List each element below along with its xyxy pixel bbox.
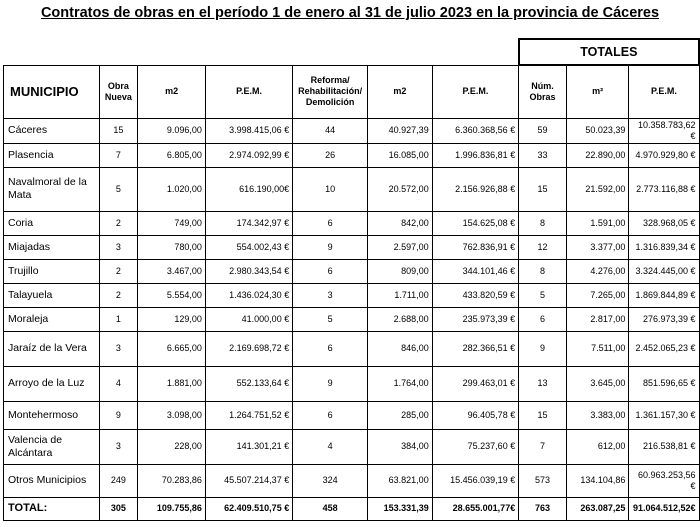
cell-pem-reforma: 96.405,78 €	[432, 401, 519, 429]
cell-m2-total: 3.645,00	[566, 366, 629, 401]
cell-m2-total: 3.377,00	[566, 235, 629, 259]
cell-reforma: 6	[293, 211, 368, 235]
cell-m2: 780,00	[138, 235, 206, 259]
cell-m2-total: 3.383,00	[566, 401, 629, 429]
cell-m2-total: 134.104,86	[566, 464, 629, 497]
totales-header: TOTALES	[519, 39, 699, 65]
cell-m2-total: 4.276,00	[566, 259, 629, 283]
cell-m2-reforma: 20.572,00	[368, 167, 433, 211]
cell-pem-total: 4.970.929,80 €	[629, 143, 699, 167]
cell-m2: 9.096,00	[138, 118, 206, 143]
cell-m2-total: 7.511,00	[566, 331, 629, 366]
cell-m2-reforma: 1.764,00	[368, 366, 433, 401]
cell-pem: 554.002,43 €	[205, 235, 292, 259]
cell-obra-nueva: 15	[99, 118, 138, 143]
cell-municipio: Cáceres	[4, 118, 100, 143]
cell-municipio: Talayuela	[4, 283, 100, 307]
cell-num-obras: 15	[519, 167, 567, 211]
cell-reforma: 10	[293, 167, 368, 211]
header-m2-total: m²	[566, 65, 629, 118]
cell-m2-total: 21.592,00	[566, 167, 629, 211]
cell-m2: 3.098,00	[138, 401, 206, 429]
cell-reforma: 26	[293, 143, 368, 167]
cell-reforma: 4	[293, 429, 368, 464]
cell-m2: 129,00	[138, 307, 206, 331]
cell-reforma: 3	[293, 283, 368, 307]
cell-pem-total: 851.596,65 €	[629, 366, 699, 401]
cell-pem-reforma: 28.655.001,77€	[432, 497, 519, 520]
cell-pem-total: 91.064.512,52€	[629, 497, 699, 520]
cell-obra-nueva: 249	[99, 464, 138, 497]
table-row	[4, 235, 700, 259]
cell-municipio: Coria	[4, 211, 100, 235]
table-row	[4, 429, 700, 464]
cell-m2-reforma: 846,00	[368, 331, 433, 366]
table-row	[4, 401, 700, 429]
cell-m2-reforma: 16.085,00	[368, 143, 433, 167]
cell-pem-reforma: 1.996.836,81 €	[432, 143, 519, 167]
cell-num-obras: 9	[519, 331, 567, 366]
cell-municipio: Otros Municipios	[4, 464, 100, 497]
table-row	[4, 464, 700, 497]
cell-pem: 2.974.092,99 €	[205, 143, 292, 167]
cell-pem: 3.998.415,06 €	[205, 118, 292, 143]
table-row	[4, 143, 700, 167]
totales-header-row	[4, 39, 700, 65]
cell-num-obras: 763	[519, 497, 567, 520]
cell-obra-nueva: 2	[99, 283, 138, 307]
cell-m2-reforma: 2.688,00	[368, 307, 433, 331]
cell-reforma: 324	[293, 464, 368, 497]
cell-m2: 6.665,00	[138, 331, 206, 366]
cell-reforma: 44	[293, 118, 368, 143]
cell-m2-total: 263.087,25	[566, 497, 629, 520]
page-title: Contratos de obras en el período 1 de enero al 31 de julio 2023 en la provincia de Cáceres	[40, 5, 660, 21]
cell-m2-total: 22.890,00	[566, 143, 629, 167]
cell-municipio: TOTAL:	[4, 497, 100, 520]
cell-m2-reforma: 40.927,39	[368, 118, 433, 143]
cell-m2: 6.805,00	[138, 143, 206, 167]
cell-municipio: Navalmoral de la Mata	[4, 167, 100, 211]
cell-m2: 70.283,86	[138, 464, 206, 497]
cell-m2-total: 1.591,00	[566, 211, 629, 235]
contracts-table	[3, 38, 700, 521]
cell-pem: 552.133,64 €	[205, 366, 292, 401]
cell-municipio: Montehermoso	[4, 401, 100, 429]
cell-municipio: Trujillo	[4, 259, 100, 283]
cell-reforma: 458	[293, 497, 368, 520]
cell-m2: 3.467,00	[138, 259, 206, 283]
table-row	[4, 118, 700, 143]
cell-reforma: 6	[293, 259, 368, 283]
cell-pem: 616.190,00€	[205, 167, 292, 211]
cell-pem: 1.264.751,52 €	[205, 401, 292, 429]
cell-pem-reforma: 15.456.039,19 €	[432, 464, 519, 497]
cell-reforma: 9	[293, 366, 368, 401]
cell-obra-nueva: 3	[99, 331, 138, 366]
cell-m2: 1.881,00	[138, 366, 206, 401]
cell-num-obras: 6	[519, 307, 567, 331]
header-m2: m2	[138, 65, 206, 118]
cell-pem-reforma: 154.625,08 €	[432, 211, 519, 235]
cell-m2-reforma: 1.711,00	[368, 283, 433, 307]
cell-obra-nueva: 2	[99, 211, 138, 235]
cell-num-obras: 8	[519, 211, 567, 235]
cell-m2: 1.020,00	[138, 167, 206, 211]
cell-pem: 1.436.024,30 €	[205, 283, 292, 307]
cell-num-obras: 5	[519, 283, 567, 307]
cell-reforma: 6	[293, 331, 368, 366]
cell-pem-total: 328.968,05 €	[629, 211, 699, 235]
table-row	[4, 283, 700, 307]
cell-reforma: 5	[293, 307, 368, 331]
cell-pem: 141.301,21 €	[205, 429, 292, 464]
cell-pem-reforma: 762.836,91 €	[432, 235, 519, 259]
header-municipio: MUNICIPIO	[4, 65, 100, 118]
cell-pem-reforma: 299.463,01 €	[432, 366, 519, 401]
cell-pem: 41.000,00 €	[205, 307, 292, 331]
cell-m2-reforma: 63.821,00	[368, 464, 433, 497]
cell-m2-reforma: 153.331,39	[368, 497, 433, 520]
header-m2-reforma: m2	[368, 65, 433, 118]
cell-pem-total: 216.538,81 €	[629, 429, 699, 464]
cell-m2-reforma: 384,00	[368, 429, 433, 464]
cell-pem-total: 3.324.445,00 €	[629, 259, 699, 283]
table-row	[4, 331, 700, 366]
header-obra-nueva: Obra Nueva	[99, 65, 138, 118]
cell-m2-total: 7.265,00	[566, 283, 629, 307]
cell-obra-nueva: 1	[99, 307, 138, 331]
cell-pem-total: 2.452.065,23 €	[629, 331, 699, 366]
table-row	[4, 307, 700, 331]
cell-m2: 228,00	[138, 429, 206, 464]
cell-municipio: Jaraíz de la Vera	[4, 331, 100, 366]
cell-pem-total: 1.316.839,34 €	[629, 235, 699, 259]
cell-pem: 45.507.214,37 €	[205, 464, 292, 497]
cell-pem: 2.169.698,72 €	[205, 331, 292, 366]
table-row	[4, 211, 700, 235]
cell-municipio: Valencia de Alcántara	[4, 429, 100, 464]
cell-pem-total: 1.869.844,89 €	[629, 283, 699, 307]
cell-pem-reforma: 2.156.926,88 €	[432, 167, 519, 211]
table-row	[4, 167, 700, 211]
cell-pem-total: 2.773.116,88 €	[629, 167, 699, 211]
cell-obra-nueva: 3	[99, 429, 138, 464]
cell-num-obras: 13	[519, 366, 567, 401]
cell-m2-reforma: 842,00	[368, 211, 433, 235]
cell-pem-reforma: 282.366,51 €	[432, 331, 519, 366]
cell-pem-reforma: 6.360.368,56 €	[432, 118, 519, 143]
cell-pem-reforma: 433.820,59 €	[432, 283, 519, 307]
cell-num-obras: 12	[519, 235, 567, 259]
cell-m2-total: 50.023,39	[566, 118, 629, 143]
cell-pem: 2.980.343,54 €	[205, 259, 292, 283]
cell-num-obras: 573	[519, 464, 567, 497]
cell-obra-nueva: 4	[99, 366, 138, 401]
cell-pem-reforma: 344.101,46 €	[432, 259, 519, 283]
cell-pem-total: 10.358.783,62 €	[629, 118, 699, 143]
total-row	[4, 497, 700, 520]
cell-municipio: Moraleja	[4, 307, 100, 331]
table-row	[4, 366, 700, 401]
cell-m2-total: 2.817,00	[566, 307, 629, 331]
cell-num-obras: 59	[519, 118, 567, 143]
cell-municipio: Miajadas	[4, 235, 100, 259]
cell-pem-reforma: 235.973,39 €	[432, 307, 519, 331]
cell-num-obras: 33	[519, 143, 567, 167]
cell-obra-nueva: 9	[99, 401, 138, 429]
cell-pem-total: 60.963.253,56 €	[629, 464, 699, 497]
cell-obra-nueva: 3	[99, 235, 138, 259]
header-pem-reforma: P.E.M.	[432, 65, 519, 118]
cell-obra-nueva: 2	[99, 259, 138, 283]
cell-municipio: Arroyo de la Luz	[4, 366, 100, 401]
cell-num-obras: 7	[519, 429, 567, 464]
cell-m2-reforma: 809,00	[368, 259, 433, 283]
cell-obra-nueva: 7	[99, 143, 138, 167]
cell-obra-nueva: 305	[99, 497, 138, 520]
cell-reforma: 6	[293, 401, 368, 429]
cell-m2-total: 612,00	[566, 429, 629, 464]
cell-m2: 5.554,00	[138, 283, 206, 307]
table-row	[4, 259, 700, 283]
cell-pem: 174.342,97 €	[205, 211, 292, 235]
cell-m2: 109.755,86	[138, 497, 206, 520]
cell-obra-nueva: 5	[99, 167, 138, 211]
column-header-row	[4, 65, 700, 118]
cell-pem-total: 276.973,39 €	[629, 307, 699, 331]
cell-pem-total: 1.361.157,30 €	[629, 401, 699, 429]
cell-m2-reforma: 2.597,00	[368, 235, 433, 259]
cell-m2: 749,00	[138, 211, 206, 235]
cell-m2-reforma: 285,00	[368, 401, 433, 429]
cell-reforma: 9	[293, 235, 368, 259]
cell-municipio: Plasencia	[4, 143, 100, 167]
header-num-obras: Núm. Obras	[519, 65, 567, 118]
header-pem-total: P.E.M.	[629, 65, 699, 118]
cell-pem: 62.409.510,75 €	[205, 497, 292, 520]
cell-num-obras: 15	[519, 401, 567, 429]
header-pem: P.E.M.	[205, 65, 292, 118]
cell-num-obras: 8	[519, 259, 567, 283]
cell-pem-reforma: 75.237,60 €	[432, 429, 519, 464]
header-reforma: Reforma/ Rehabilitación/ Demolición	[293, 65, 368, 118]
